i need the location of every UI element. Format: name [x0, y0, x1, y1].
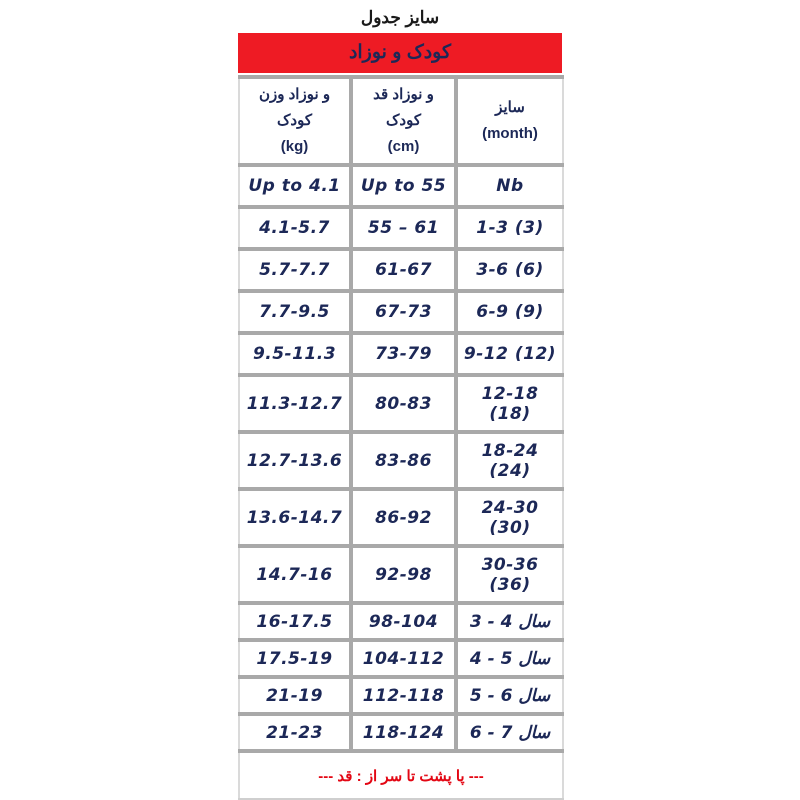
size-value: 6 - 7 سال	[469, 722, 551, 743]
height-cell: 112-118	[351, 677, 456, 714]
size-value-line2: (24)	[489, 460, 531, 481]
table-row	[239, 489, 563, 546]
header-row	[239, 77, 563, 165]
size-cell	[456, 640, 563, 677]
weight-cell: Up to 4.1	[239, 165, 351, 207]
height-cell: 80-83	[351, 375, 456, 432]
weight-cell: 13.6-14.7	[239, 489, 351, 546]
size-value-line2: (36)	[489, 574, 531, 595]
size-value: 3 - 4 سال	[469, 611, 551, 632]
table-row	[239, 291, 563, 333]
footer-row	[239, 751, 563, 799]
height-cell: 67-73	[351, 291, 456, 333]
size-chart-sheet	[238, 33, 562, 800]
table-row	[239, 546, 563, 603]
weight-cell: 5.7-7.7	[239, 249, 351, 291]
size-value: 18-24	[481, 440, 539, 461]
height-cell: 55 – 61	[351, 207, 456, 249]
header-weight	[239, 77, 351, 165]
size-value: 5 - 6 سال	[469, 685, 551, 706]
weight-cell: 14.7-16	[239, 546, 351, 603]
header-weight-unit: (kg)	[280, 138, 309, 156]
weight-cell: 16-17.5	[239, 603, 351, 640]
height-cell: Up to 55	[351, 165, 456, 207]
table-row	[239, 207, 563, 249]
size-value: 4 - 5 سال	[469, 648, 551, 669]
size-value: 3-6 (6)	[476, 260, 544, 280]
height-measure-note: --- قد‎ : از‎ سر‎ تا‎ پشت‎ پا ---	[239, 751, 563, 799]
height-cell: 118-124	[351, 714, 456, 751]
size-cell	[456, 677, 563, 714]
weight-cell: 11.3-12.7	[239, 375, 351, 432]
weight-cell: 17.5-19	[239, 640, 351, 677]
table-row	[239, 603, 563, 640]
weight-cell: 4.1-5.7	[239, 207, 351, 249]
category-banner: نوزاد‎ و‎ کودک	[238, 33, 562, 73]
table-row	[239, 375, 563, 432]
size-cell	[456, 291, 563, 333]
size-cell	[456, 333, 563, 375]
height-cell: 92-98	[351, 546, 456, 603]
size-cell	[456, 207, 563, 249]
size-cell	[456, 603, 563, 640]
header-weight-line2: کودک	[277, 111, 312, 129]
size-value: 30-36	[481, 554, 539, 575]
size-value: 12-18	[481, 383, 539, 404]
page-title: جدول‎ سایز	[360, 8, 440, 27]
size-value: 9-12 (12)	[463, 344, 557, 364]
size-value-line2: (18)	[489, 403, 531, 424]
weight-cell: 12.7-13.6	[239, 432, 351, 489]
weight-cell: 7.7-9.5	[239, 291, 351, 333]
size-table	[238, 75, 564, 800]
size-cell	[456, 375, 563, 432]
size-value: 24-30	[481, 497, 539, 518]
size-cell	[456, 249, 563, 291]
size-cell	[456, 432, 563, 489]
size-cell	[456, 546, 563, 603]
weight-cell: 21-23	[239, 714, 351, 751]
height-cell: 73-79	[351, 333, 456, 375]
header-size-unit: (month)	[482, 125, 538, 142]
size-cell	[456, 489, 563, 546]
height-cell: 61-67	[351, 249, 456, 291]
table-row	[239, 640, 563, 677]
table-row	[239, 432, 563, 489]
table-row	[239, 249, 563, 291]
header-height-line1: قد‎ نوزاد‎ و	[373, 85, 434, 103]
size-cell	[456, 714, 563, 751]
table-row	[239, 333, 563, 375]
size-value: 6-9 (9)	[476, 302, 544, 322]
size-cell	[456, 165, 563, 207]
height-cell: 83-86	[351, 432, 456, 489]
header-height	[351, 77, 456, 165]
header-height-line2: کودک	[386, 111, 421, 129]
table-row	[239, 677, 563, 714]
weight-cell: 9.5-11.3	[239, 333, 351, 375]
height-cell: 86-92	[351, 489, 456, 546]
weight-cell: 21-19	[239, 677, 351, 714]
header-weight-line1: وزن‎ نوزاد‎ و	[258, 85, 331, 103]
header-size-line1: سایز	[495, 98, 525, 116]
header-height-unit: (cm)	[387, 138, 420, 156]
header-size	[456, 77, 563, 165]
size-value: Nb	[496, 176, 524, 196]
height-cell: 98-104	[351, 603, 456, 640]
size-value: 1-3 (3)	[476, 218, 544, 238]
table-row	[239, 165, 563, 207]
height-cell: 104-112	[351, 640, 456, 677]
table-row	[239, 714, 563, 751]
size-value-line2: (30)	[489, 517, 531, 538]
